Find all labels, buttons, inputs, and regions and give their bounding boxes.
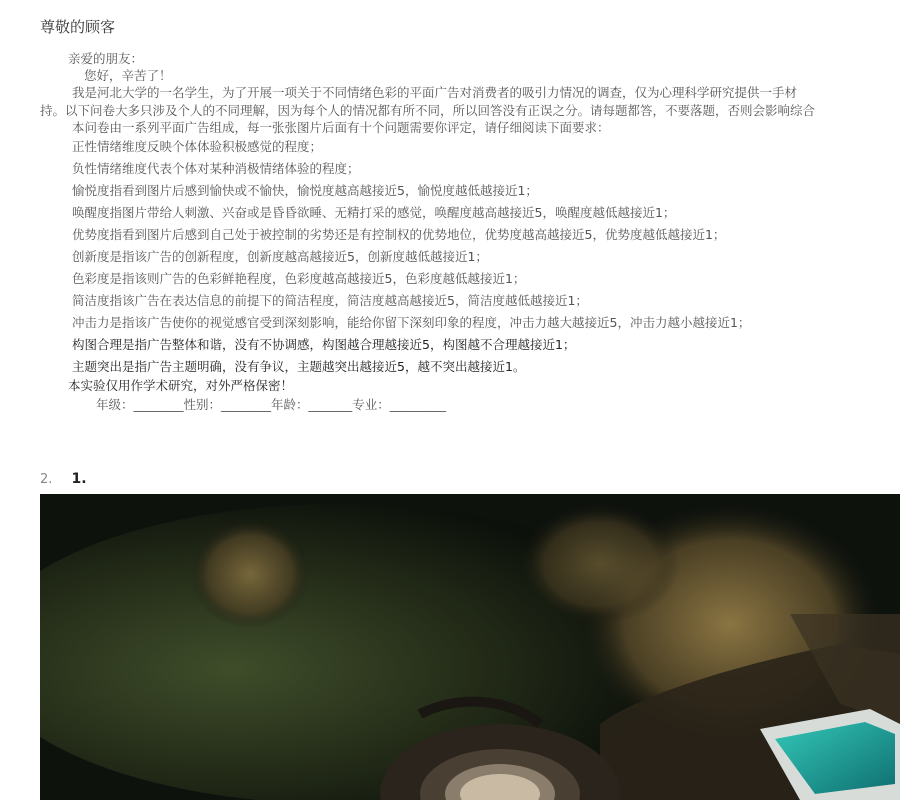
hello-line: 您好，辛苦了！: [84, 68, 172, 83]
definition-innovation: 创新度是指该广告的创新程度，创新度越高越接近5，创新度越低越接近1；: [72, 249, 488, 264]
photo-illustration: [40, 494, 900, 800]
definition-dominance: 优势度指看到图片后感到自己处于被控制的劣势还是有控制权的优势地位，优势度越高越接近5，优势度越低越接近1；: [72, 227, 726, 242]
definition-impact: 冲击力是指该广告使你的视觉感官受到深刻影响，能给你留下深刻印象的程度，冲击力越大越接近5，冲击力越小越接近1；: [72, 315, 751, 330]
question-number: 2.: [40, 472, 53, 487]
intro-line-2: 持。以下问卷大多只涉及个人的不同理解，因为每个人的情况都有所不同，所以回答没有正误之分。请每题都答，不要落题，否则会影响综合: [40, 103, 816, 118]
question-header: [40, 468, 87, 486]
definition-arousal: 唤醒度指图片带给人刺激、兴奋或是昏昏欲睡、无精打采的感觉，唤醒度越高越接近5，唤醒度越低越接近1；: [72, 205, 676, 220]
definition-negative: 负性情绪维度代表个体对某种消极情绪体验的程度；: [72, 161, 360, 176]
night-garden-pool-photo: [40, 494, 900, 800]
definition-positive: 正性情绪维度反映个体体验积极感觉的程度；: [72, 139, 323, 154]
definition-theme: 主题突出是指广告主题明确，没有争议，主题越突出越接近5，越不突出越接近1。: [72, 359, 526, 374]
definition-composition: 构图合理是指广告整体和谐，没有不协调感，构图越合理越接近5，构图越不合理越接近1；: [72, 337, 576, 352]
definition-color: 色彩度是指该则广告的色彩鲜艳程度，色彩度越高越接近5，色彩度越低越接近1；: [72, 271, 526, 286]
definition-simplicity: 简洁度指该广告在表达信息的前提下的简洁程度，简洁度越高越接近5，简洁度越低越接近1；: [72, 293, 588, 308]
greeting: 亲爱的朋友：: [68, 51, 144, 66]
instructions-line: 本问卷由一系列平面广告组成，每一张张图片后面有十个问题需要你评定，请仔细阅读下面要求：: [72, 120, 610, 135]
definition-pleasure: 愉悦度指看到图片后感到愉快或不愉快，愉悦度越高越接近5，愉悦度越低越接近1；: [72, 183, 538, 198]
intro-line-1: 我是河北大学的一名学生，为了开展一项关于不同情绪色彩的平面广告对消费者的吸引力情况的调查，仅为心理科学研究提供一手材: [72, 85, 798, 100]
survey-title: 尊敬的顾客: [40, 18, 116, 36]
respondent-info-fields: 年级：________性别：________年龄：_______专业：_________: [96, 397, 447, 412]
confidential-note: 本实验仅用作学术研究，对外严格保密！: [68, 378, 294, 393]
question-title: 1.: [71, 471, 87, 487]
